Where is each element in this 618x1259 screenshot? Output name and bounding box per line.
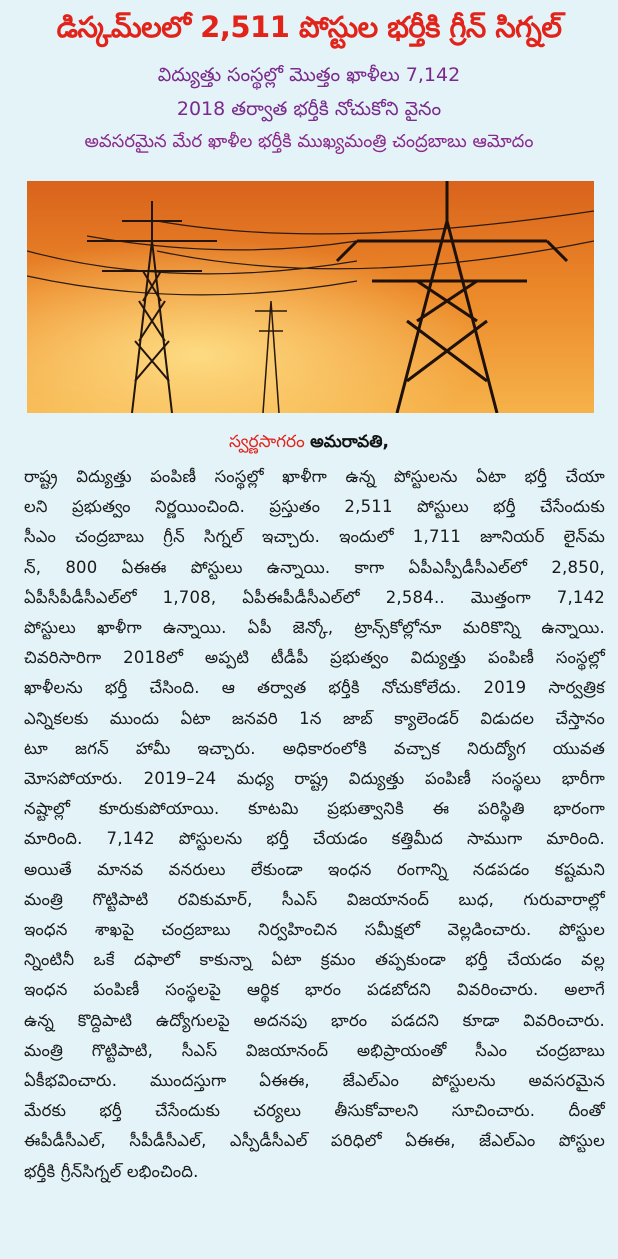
body-line: మేరకు భర్తీ చేసేందుకు చర్యలు తీసుకోవాలని సూచించారు. దీంతో — [24, 1101, 605, 1121]
body-line: నష్టాల్లో కూరుకుపోయాయి. కూటమి ప్రభుత్వానికి ఈ పరిస్థితి భారంగా — [24, 799, 605, 819]
subheading-1: విద్యుత్తు సంస్థల్లో మొత్తం ఖాళీలు 7,142 — [157, 64, 461, 86]
body-line: సీఎం చంద్రబాబు గ్రీన్ సిగ్నల్ ఇచ్చారు. ఇందులో 1,711 జూనియర్ లైన్‌మ — [24, 527, 605, 547]
reporter-name: స్వర్ణసాగరం — [229, 432, 305, 452]
dateline-place: అమరావతి, — [310, 432, 389, 452]
body-line: పోస్టులు ఖాళీగా ఉన్నాయి. ఏపీ జెన్కో, ట్రాన్స్‌కోల్లోనూ మరికొన్ని ఉన్నాయి. — [24, 618, 605, 638]
body-line: రాష్ట్ర విద్యుత్తు పంపిణీ సంస్థల్లో ఖాళీగా ఉన్న పోస్టులను ఏటా భర్తీ చేయా — [24, 467, 605, 486]
body-line: న్, 800 ఏఈఈ పోస్టులు ఉన్నాయి. కాగా ఏపీఎస్పీడీసీఎల్‌లో 2,850, — [24, 557, 605, 577]
headline: డిస్కమ్‌లలో 2,511 పోస్టుల భర్తీకి గ్రీన్ సిగ్నల్ — [56, 10, 562, 44]
body-line: మంత్రి గొట్టిపాటి రవికుమార్, సీఎస్ విజయానంద్ బుధ, గురువారాల్లో — [24, 889, 605, 909]
subheading-3: అవసరమైన మేర ఖాళీల భర్తీకి ముఖ్యమంత్రి చంద్రబాబు ఆమోదం — [84, 131, 534, 152]
body-line: ఈపీడీసీఎల్, సీపీడీసీఎల్, ఎస్పీడీసీఎల్ పరిధిలో ఏఈఈ, జేఎల్‌ఎం పోస్టుల — [24, 1131, 605, 1151]
body-line: భర్తీకి గ్రీన్‌సిగ్నల్ లభించింది. — [24, 1161, 199, 1181]
article-body — [24, 462, 605, 1187]
body-line: న్నింటినీ ఒకే దఫాలో కాకున్నా ఏటా క్రమం తప్పకుండా భర్తీ చేయడం వల్ల — [24, 950, 605, 970]
body-line: ఏపీసీపీడీసీఎల్‌లో 1,708, ఏపీఈపీడీసీఎల్‌లో 2,584.. మొత్తంగా 7,142 — [24, 587, 605, 607]
body-line: టూ జగన్ హామీ ఇచ్చారు. అధికారంలోకి వచ్చాక నిరుద్యోగ యువత — [24, 738, 605, 758]
body-line: మంత్రి గొట్టిపాటి, సీఎస్ విజయానంద్ అభిప్రాయంతో సీఎం చంద్రబాబు — [24, 1040, 605, 1060]
body-line: ఎన్నికలకు ముందు ఏటా జనవరి 1న జాబ్ క్యాలెండర్ విడుదల చేస్తానం — [24, 708, 605, 728]
body-line: ఏకీభవించారు. ముందస్తుగా ఏఈఈ, జేఎల్‌ఎం పోస్టులను అవసరమైన — [24, 1071, 605, 1091]
body-line: ఇంధన పంపిణీ సంస్థలపై ఆర్థిక భారం పడబోదని వివరించారు. అలాగే — [24, 980, 605, 1000]
body-line: ఇంధన శాఖపై చంద్రబాబు నిర్వహించిన సమీక్షలో వెల్లడించారు. పోస్టుల — [24, 920, 605, 940]
body-line: చివరిసారిగా 2018లో అప్పటి టీడీపీ ప్రభుత్వం విద్యుత్తు పంపిణీ సంస్థల్లో — [24, 648, 605, 668]
dateline — [0, 432, 618, 456]
subheading-2: 2018 తర్వాత భర్తీకి నోచుకోని వైనం — [176, 98, 442, 120]
power-tower-photo — [27, 181, 594, 413]
body-line: మారింది. 7,142 పోస్టులను భర్తీ చేయడం కత్తిమీద సాముగా మారింది. — [24, 829, 605, 849]
body-line: అయితే మానవ వనరులు లేకుండా ఇంధన రంగాన్ని నడపడం కష్టమని — [24, 859, 605, 879]
body-line: మోసపోయారు. 2019–24 మధ్య రాష్ట్ర విద్యుత్తు పంపిణీ సంస్థలు భారీగా — [24, 769, 605, 789]
body-line: ఖాళీలను భర్తీ చేసింది. ఆ తర్వాత భర్తీకి నోచుకోలేదు. 2019 సార్వత్రిక — [24, 678, 605, 698]
body-line: ఉన్న కొద్దిపాటి ఉద్యోగులపై అదనపు భారం పడదని కూడా వివరించారు. — [24, 1010, 605, 1030]
body-line: లని ప్రభుత్వం నిర్ణయించింది. ప్రస్తుతం 2,511 పోస్టులు భర్తీ చేసేందుకు — [24, 497, 605, 517]
